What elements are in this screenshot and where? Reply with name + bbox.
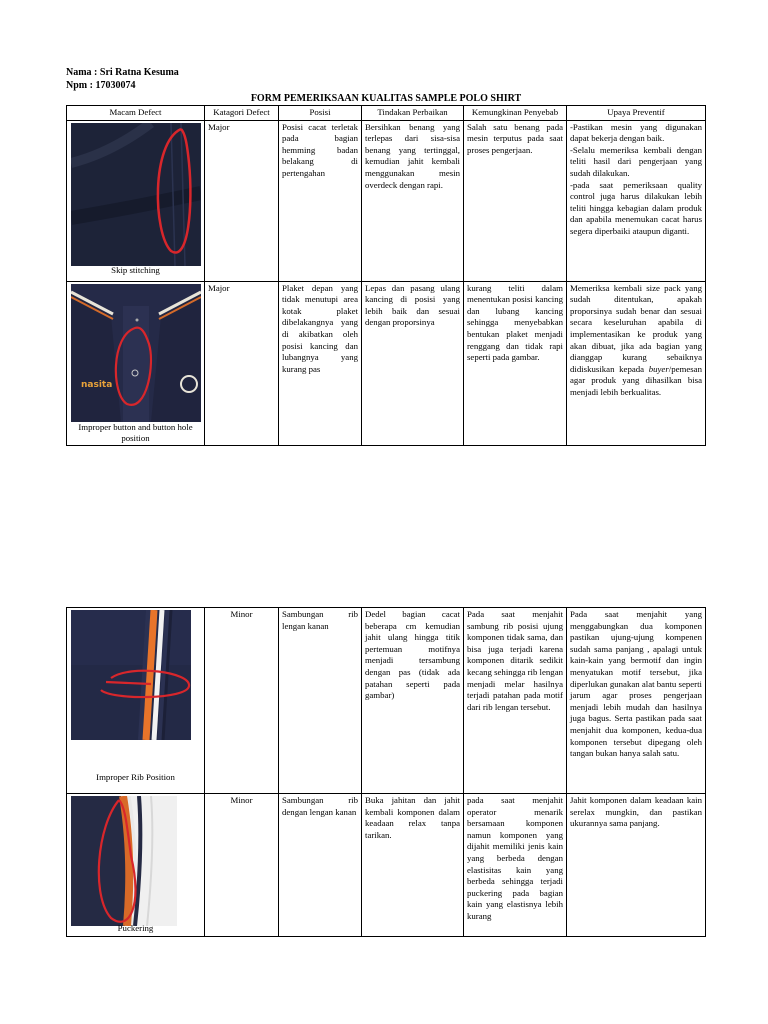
improper-rib-photo bbox=[71, 610, 191, 740]
category-cell: Minor bbox=[205, 608, 279, 794]
position-cell: Sambungan rib lengan kanan bbox=[279, 608, 362, 794]
category-cell: Minor bbox=[205, 794, 279, 937]
prevention-text: Memeriksa kembali size pack yang sudah ditentukan, apakah proporsinya sudah benar dan sesuai secara keseluruhan apabila di implementasikan ke produk yang akan dibuat, jika ada bagian yang dianggap kurang sebaiknya didiskusikan kepada bbox=[570, 282, 702, 374]
position-cell: Sambungan rib dengan lengan kanan bbox=[279, 794, 362, 937]
action-cell: Dedel bagian cacat beberapa cm kemudian jahit ulang hingga titik pertemuan motifnya menjadi tersambung dengan pas (tidak ada patahan seperti pada gambar) bbox=[362, 608, 464, 794]
action-cell: Lepas dan pasang ulang kancing di posisi yang lebih baik dan sesuai dengan proporsinya bbox=[362, 281, 464, 445]
table-header-row bbox=[67, 106, 706, 121]
prevention-cell: Jahit komponen dalam keadaan kain serelax mungkin, dan pastikan ukurannya sama panjang. bbox=[567, 794, 706, 937]
cause-cell: Pada saat menjahit sambung rib posisi ujung komponen tidak sama, dan bisa juga terjadi karena komponen ditarik sedikit kecang sehingga rib lengan menjadi melar hasilnya terjadi patahan pada motif dari rib lengan tersebut. bbox=[464, 608, 567, 794]
prevention-emphasis: buyer bbox=[648, 363, 669, 374]
header-defect: Macam Defect bbox=[67, 106, 205, 121]
action-cell: Buka jahitan dan jahit kembali komponen dalam keadaan relax tanpa tarikan. bbox=[362, 794, 464, 937]
header-category: Katagori Defect bbox=[205, 106, 279, 121]
form-title: FORM PEMERIKSAAN KUALITAS SAMPLE POLO SHIRT bbox=[250, 93, 522, 104]
position-cell: Posisi cacat terletak pada bagian hemming badan belakang di pertengahan bbox=[279, 120, 362, 281]
defect-caption: Puckering bbox=[117, 923, 154, 933]
prevention-point: -Pastikan mesin yang digunakan dapat bekerja dengan baik. bbox=[570, 121, 702, 144]
defect-caption: Skip stitching bbox=[111, 264, 160, 275]
header-position: Posisi bbox=[279, 106, 362, 121]
table-row bbox=[67, 608, 706, 794]
improper-button-photo bbox=[71, 284, 201, 422]
prevention-text: /pemesan agar produk yang dihasilkan bisa menjadi lebih berkualitas. bbox=[570, 363, 702, 397]
prevention-cell: Pada saat menjahit yang menggabungkan dua komponen pastikan ujung-ujung kompenen sudah sama panjang , apalagi untuk kain-kain yang bermotif dan ingin menyatukan motif tersebut, jika diperlukan gunakan alat bantu seperti jarum agar proses pengerjaan menjadi lebih mudah dan hasilnya juga bagus. Serta pastikan pada saat menjahit dua komponen, kedua-dua komponen tersebut dipegang oleh tangan bukan hanya salah satu. bbox=[567, 608, 706, 794]
student-npm: Npm : 17030074 bbox=[66, 80, 136, 91]
action-cell: Bersihkan benang yang terlepas dari sisa-sisa benang yang tertinggal, kemudian jahit kembali menggunakan mesin overdeck dengan rapi. bbox=[362, 120, 464, 281]
cause-cell: Salah satu benang pada mesin terputus pada saat proses pengerjaan. bbox=[464, 120, 567, 281]
defect-cell bbox=[67, 281, 205, 445]
defect-caption: Improper button and button hole position bbox=[78, 421, 193, 444]
category-cell: Major bbox=[205, 120, 279, 281]
inspection-table-page-2 bbox=[66, 607, 706, 937]
table-row bbox=[67, 281, 706, 445]
header-prevention: Upaya Preventif bbox=[567, 106, 706, 121]
table-row bbox=[67, 120, 706, 281]
svg-text:nasita: nasita bbox=[81, 379, 113, 390]
position-cell: Plaket depan yang tidak menutupi area kotak plaket dibelakangnya yang di akibatkan oleh posisi kancing dan lubangnya yang kurang pas bbox=[279, 281, 362, 445]
prevention-cell bbox=[567, 281, 706, 445]
defect-caption: Improper Rib Position bbox=[96, 772, 175, 782]
table-row bbox=[67, 794, 706, 937]
prevention-point: -Selalu memeriksa kembali dengan teliti hasil dari pengerjaan yang sudah dilakukan. bbox=[570, 144, 702, 178]
prevention-point: -pada saat pemeriksaan quality control juga harus dilakukan lebih teliti hingga kebagian dalam produk dan apabila menemukan cacat harus segera diperbaiki ataupun diganti. bbox=[570, 179, 702, 236]
header-cause: Kemungkinan Penyebab bbox=[464, 106, 567, 121]
defect-cell bbox=[67, 608, 205, 794]
student-name: Nama : Sri Ratna Kesuma bbox=[66, 67, 179, 78]
category-cell: Major bbox=[205, 281, 279, 445]
prevention-cell bbox=[567, 120, 706, 281]
skip-stitching-photo bbox=[71, 123, 201, 266]
puckering-photo bbox=[71, 796, 177, 926]
inspection-table-page-1 bbox=[66, 105, 706, 446]
cause-cell: pada saat menjahit operator menarik bersamaan komponen namun komponen yang dijahit memiliki jenis kain yang berbeda dengan elastisitas kain yang berbeda sehingga terjadi puckering pada bagian kain yang elastisnya lebih kurang bbox=[464, 794, 567, 937]
defect-cell bbox=[67, 120, 205, 281]
cause-cell: kurang teliti dalam menentukan posisi kancing dan lubang kancing sehingga menyebabkan bentukan plaket menjadi renggang dan tidak rapi seperti pada gambar. bbox=[464, 281, 567, 445]
header-action: Tindakan Perbaikan bbox=[362, 106, 464, 121]
defect-cell bbox=[67, 794, 205, 937]
